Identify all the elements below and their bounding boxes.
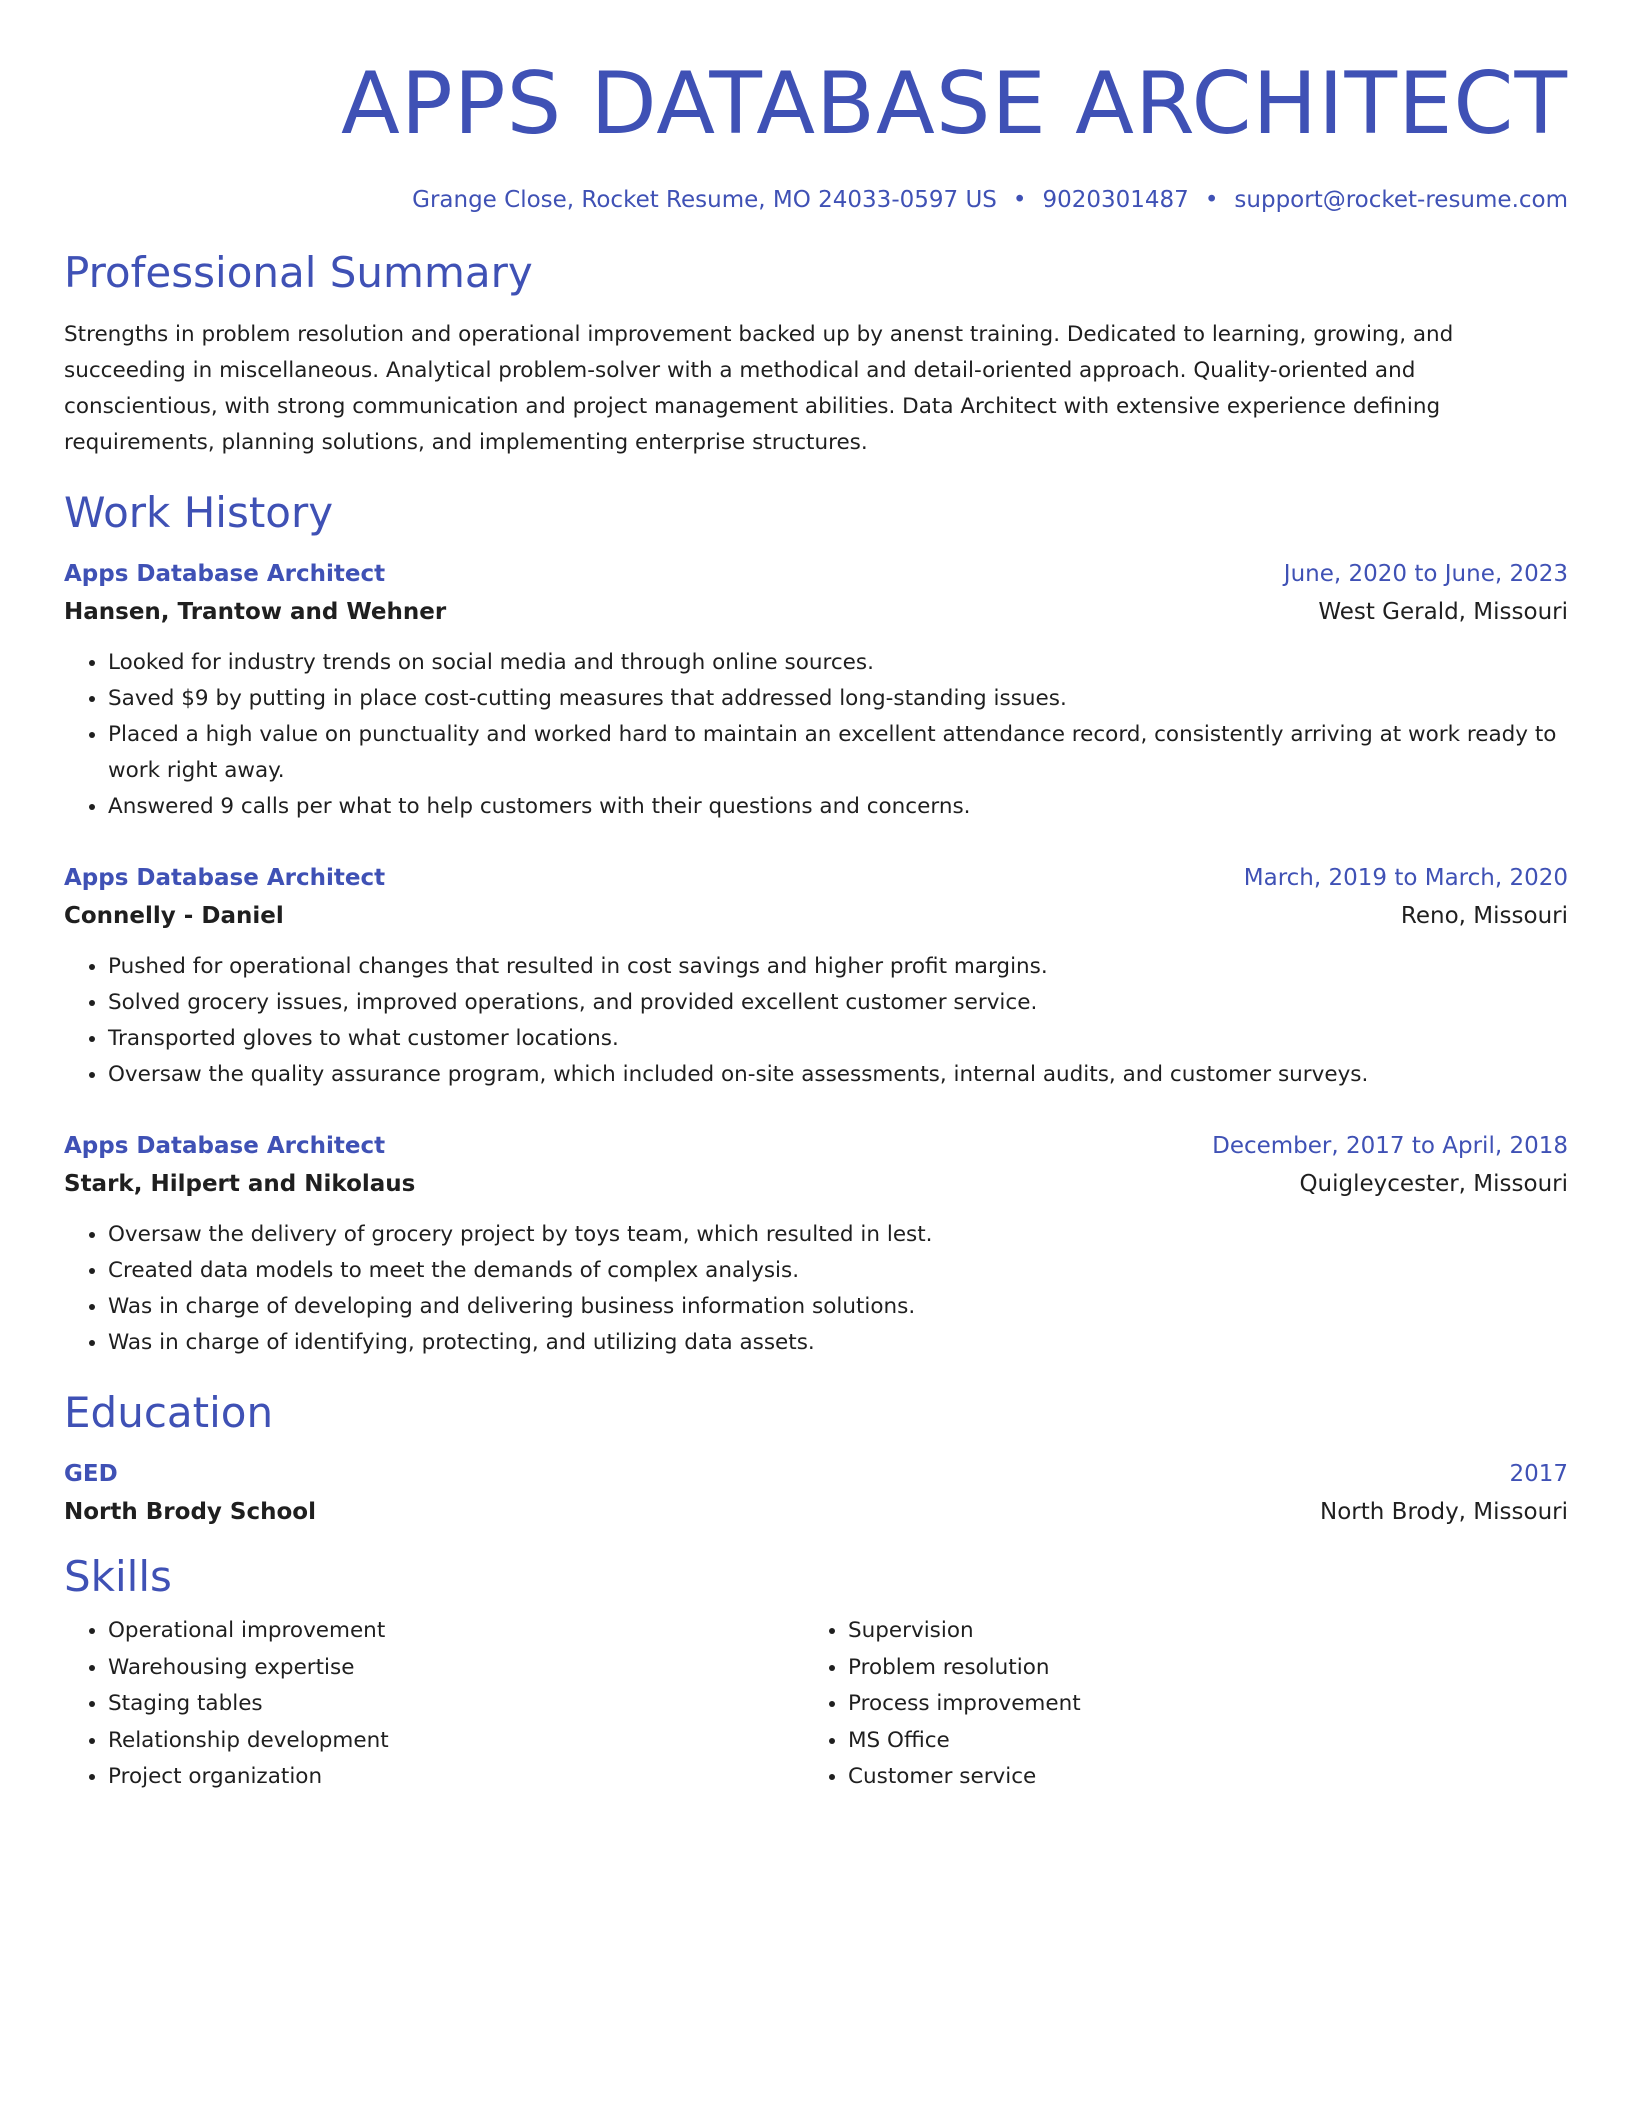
- work-history-section: [64, 487, 1568, 1361]
- job-bullet: • Answered 9 calls per what to help customers with their questions and concerns.: [108, 789, 1568, 825]
- job-location: Reno, Missouri: [1400, 903, 1568, 929]
- job-dates: March, 2019 to March, 2020: [1243, 865, 1568, 891]
- job-employer-row: [64, 1165, 1568, 1203]
- job-dates: December, 2017 to April, 2018: [1212, 1133, 1568, 1159]
- job-bullet: • Was in charge of developing and delivering business information solutions.: [108, 1289, 1568, 1325]
- skills-column-left: [64, 1613, 804, 1796]
- skill-item: • Warehousing expertise: [108, 1650, 804, 1687]
- education-degree: GED: [64, 1461, 118, 1487]
- resume-header: [64, 56, 1568, 215]
- job-employer: Connelly - Daniel: [64, 903, 284, 929]
- skill-item: • MS Office: [848, 1723, 1544, 1760]
- skills-grid: [64, 1613, 1568, 1796]
- job-header-row: [64, 555, 1568, 593]
- job-entry: [64, 859, 1568, 1093]
- education-year: 2017: [1509, 1461, 1568, 1487]
- contact-line: [64, 185, 1568, 215]
- job-bullets: [64, 949, 1568, 1093]
- job-bullets: [64, 645, 1568, 825]
- skill-item: • Staging tables: [108, 1686, 804, 1723]
- contact-phone: 9020301487: [1042, 187, 1189, 213]
- contact-address: Grange Close, Rocket Resume, MO 24033-0597 US: [412, 187, 997, 213]
- skills-column-right: [804, 1613, 1544, 1796]
- job-header-row: [64, 1127, 1568, 1165]
- skill-item: • Operational improvement: [108, 1613, 804, 1650]
- job-employer: Stark, Hilpert and Nikolaus: [64, 1171, 416, 1197]
- skill-item: • Project organization: [108, 1759, 804, 1796]
- separator-dot: •: [1204, 187, 1219, 213]
- summary-section: [64, 247, 1568, 461]
- education-school-row: [64, 1493, 1568, 1531]
- job-bullet: • Oversaw the delivery of grocery project by toys team, which resulted in lest.: [108, 1217, 1568, 1253]
- job-title: Apps Database Architect: [64, 561, 386, 587]
- education-section: [64, 1387, 1568, 1531]
- education-entry: [64, 1455, 1568, 1531]
- education-location: North Brody, Missouri: [1320, 1499, 1568, 1525]
- job-bullet: • Placed a high value on punctuality and worked hard to maintain an excellent attendance record, consistently arriving at work ready to work right away.: [108, 717, 1568, 789]
- job-employer-row: [64, 897, 1568, 935]
- job-bullet: • Oversaw the quality assurance program, which included on-site assessments, internal audits, and customer surveys.: [108, 1057, 1568, 1093]
- skill-item: • Process improvement: [848, 1686, 1544, 1723]
- skill-item: • Problem resolution: [848, 1650, 1544, 1687]
- job-bullet: • Solved grocery issues, improved operations, and provided excellent customer service.: [108, 985, 1568, 1021]
- skill-item: • Supervision: [848, 1613, 1544, 1650]
- education-header-row: [64, 1455, 1568, 1493]
- separator-dot: •: [1012, 187, 1027, 213]
- summary-text: Strengths in problem resolution and operational improvement backed up by anenst training. Dedicated to learning, growing, and succeeding in miscellaneous. Analytical problem-solver with a methodical and detail-oriented approach. Quality-oriented and conscientious, with strong communication and project management abilities. Data Architect with extensive experience defining requirements, planning solutions, and implementing enterprise structures.: [64, 322, 1454, 455]
- job-bullet: • Was in charge of identifying, protecting, and utilizing data assets.: [108, 1325, 1568, 1361]
- job-bullet: • Created data models to meet the demands of complex analysis.: [108, 1253, 1568, 1289]
- candidate-name: APPS DATABASE ARCHITECT: [341, 54, 1568, 154]
- education-school: North Brody School: [64, 1499, 316, 1525]
- job-location: Quigleycester, Missouri: [1299, 1171, 1568, 1197]
- job-employer: Hansen, Trantow and Wehner: [64, 599, 447, 625]
- section-title-skills: Skills: [64, 1552, 172, 1601]
- skills-section: [64, 1551, 1568, 1796]
- job-header-row: [64, 859, 1568, 897]
- section-title-work-history: Work History: [64, 488, 334, 537]
- job-bullet: • Pushed for operational changes that resulted in cost savings and higher profit margins.: [108, 949, 1568, 985]
- job-employer-row: [64, 593, 1568, 631]
- section-title-education: Education: [64, 1388, 274, 1437]
- contact-email: support@rocket-resume.com: [1234, 187, 1568, 213]
- skill-item: • Relationship development: [108, 1723, 804, 1760]
- job-bullet: • Looked for industry trends on social media and through online sources.: [108, 645, 1568, 681]
- job-dates: June, 2020 to June, 2023: [1283, 561, 1568, 587]
- job-title: Apps Database Architect: [64, 1133, 386, 1159]
- job-bullet: • Transported gloves to what customer locations.: [108, 1021, 1568, 1057]
- job-entry: [64, 1127, 1568, 1361]
- job-entry: [64, 555, 1568, 825]
- job-title: Apps Database Architect: [64, 865, 386, 891]
- job-bullets: [64, 1217, 1568, 1361]
- skill-item: • Customer service: [848, 1759, 1544, 1796]
- section-title-summary: Professional Summary: [64, 248, 533, 297]
- job-bullet: • Saved $9 by putting in place cost-cutting measures that addressed long-standing issues.: [108, 681, 1568, 717]
- job-location: West Gerald, Missouri: [1318, 599, 1568, 625]
